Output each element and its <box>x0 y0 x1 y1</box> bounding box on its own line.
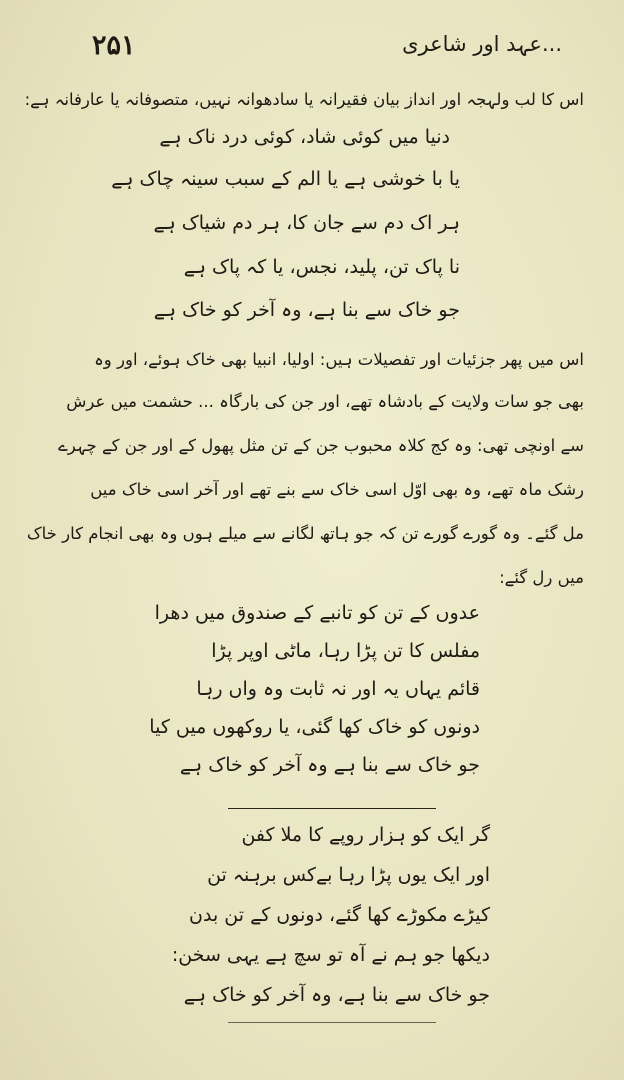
intro-line: اس کا لب ولہجہ اور انداز بیان فقیرانہ یا سادھوانہ نہیں، متصوفانہ یا عارفانہ ہے: <box>24 90 584 109</box>
paragraph-line: مل گئے۔ وہ گورے گورے تن کہ جو ہاتھ لگانے سے میلے ہوں وہ بھی انجام کار خاک <box>26 524 584 543</box>
verse-line: مفلس کا تن پڑا رہا، ماٹی اوپر پڑا <box>211 640 480 662</box>
poem-stanza-1 <box>111 126 480 338</box>
page-number: ۲۵۱ <box>92 30 136 61</box>
verse-line: دونوں کو خاک کھا گئی، یا روکھوں میں کیا <box>149 716 480 738</box>
paragraph-line: بھی جو سات ولایت کے بادشاہ تھے، اور جن کی بارگاہ ... حشمت میں عرش <box>66 392 584 411</box>
poem-stanza-2 <box>150 604 490 804</box>
verse-line: دیکھا جو ہم نے آہ تو سچ ہے یہی سخن: <box>171 944 490 966</box>
verse-line: جو خاک سے بنا ہے، وہ آخر کو خاک ہے <box>183 984 490 1006</box>
verse-line: یا با خوشی ہے یا الم کے سبب سینہ چاک ہے <box>111 168 460 190</box>
verse-line: جو خاک سے بنا ہے، وہ آخر کو خاک ہے <box>153 299 460 321</box>
verse-line: دنیا میں کوئی شاد، کوئی درد ناک ہے <box>159 126 450 148</box>
verse-line: قائم یہاں یہ اور نہ ثابت وہ واں رہا <box>196 678 480 700</box>
verse-line: اور ایک یوں پڑا رہا بےکس برہنہ تن <box>207 864 490 886</box>
verse-line: جو خاک سے بنا ہے وہ آخر کو خاک ہے <box>179 754 480 776</box>
paragraph-line: اس میں پھر جزئیات اور تفصیلات ہیں: اولیا، انبیا بھی خاک ہوئے، اور وہ <box>94 350 584 369</box>
paragraph-line: میں رل گئے: <box>499 568 584 587</box>
verse-line: ہر اک دم سے جان کا، ہر دم شیاک ہے <box>153 212 460 234</box>
verse-line: نا پاک تن، پلید، نجس، یا کہ پاک ہے <box>183 256 460 278</box>
verse-line: کیڑے مکوڑے کھا گئے، دونوں کے تن بدن <box>189 904 490 926</box>
paragraph-line: رشک ماہ تھے، وہ بھی اوّل اسی خاک سے بنے تھے اور آخر اسی خاک میں <box>90 480 584 499</box>
verse-line: گر ایک کو ہزار روپے کا ملا کفن <box>241 824 490 846</box>
footer-rule <box>228 1022 436 1023</box>
poem-stanza-3 <box>140 826 500 1016</box>
verse-line: عدوں کے تن کو تانبے کے صندوق میں دھرا <box>154 602 480 624</box>
running-title: ...عہد اور شاعری <box>402 32 562 56</box>
paragraph-line: سے اونچی تھی: وہ کج کلاہ محبوب جن کے تن مثل پھول کے اور جن کے چہرے <box>58 436 584 455</box>
stanza-divider <box>228 808 436 809</box>
